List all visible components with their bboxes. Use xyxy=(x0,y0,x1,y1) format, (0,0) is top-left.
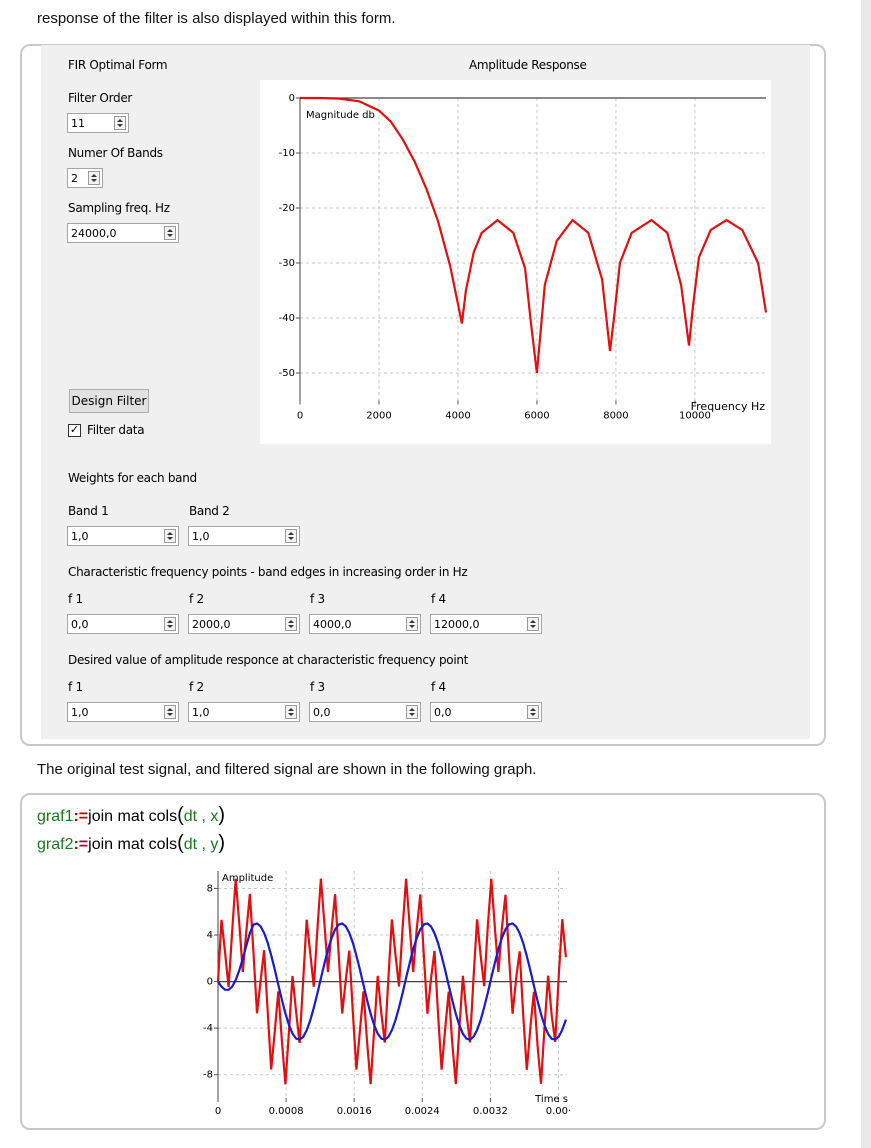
filter-order-value: 11 xyxy=(71,117,85,130)
spin-arrows-icon[interactable] xyxy=(88,171,100,185)
math-fn: join mat cols xyxy=(88,836,178,853)
between-text: The original test signal, and filtered signal are shown in the following graph. xyxy=(37,761,537,778)
y-tick-label: 4 xyxy=(206,930,213,942)
form-title: FIR Optimal Form xyxy=(68,58,168,72)
desired-f2-label: f 2 xyxy=(189,680,204,694)
char-f2-value: 2000,0 xyxy=(192,618,231,631)
desired-f1-value: 1,0 xyxy=(71,706,89,719)
char-f1-label: f 1 xyxy=(68,592,83,606)
desired-f2-value: 1,0 xyxy=(192,706,210,719)
spin-arrows-icon[interactable] xyxy=(285,617,297,631)
math-lparen: ( xyxy=(177,804,184,826)
char-f3-spinbox[interactable] xyxy=(309,614,421,634)
x-tick-label: 0.0008 xyxy=(268,1106,304,1117)
spin-arrows-icon[interactable] xyxy=(114,116,126,130)
spin-arrows-icon[interactable] xyxy=(164,226,176,240)
num-bands-value: 2 xyxy=(71,172,78,185)
math-assign-op: := xyxy=(73,808,89,825)
x-tick-label: 2000 xyxy=(366,410,392,422)
char-f2-spinbox[interactable] xyxy=(188,614,300,634)
desired-title: Desired value of amplitude responce at characteristic frequency point xyxy=(68,653,469,667)
num-bands-label: Numer Of Bands xyxy=(68,146,163,160)
desired-f4-spinbox[interactable] xyxy=(430,702,542,722)
x-tick-label: 0.0024 xyxy=(404,1106,440,1117)
desired-f3-label: f 3 xyxy=(310,680,325,694)
y-tick-label: -30 xyxy=(278,258,295,269)
fir-optimal-form xyxy=(41,45,810,739)
band2-weight-value: 1,0 xyxy=(192,530,210,543)
design-filter-button[interactable]: Design Filter xyxy=(69,389,149,413)
math-rparen: ) xyxy=(218,804,226,826)
amplitude-chart-title: Amplitude Response xyxy=(469,58,587,72)
char-f3-value: 4000,0 xyxy=(313,618,352,631)
math-var: graf2 xyxy=(37,836,74,853)
desired-f4-label: f 4 xyxy=(431,680,446,694)
char-f2-label: f 2 xyxy=(189,592,204,606)
band1-weight-value: 1,0 xyxy=(71,530,89,543)
x-tick-label: 0.0032 xyxy=(472,1106,508,1117)
y-tick-label: -8 xyxy=(203,1069,213,1081)
signal-y-label: Amplitude xyxy=(222,873,274,884)
math-lparen: ( xyxy=(177,832,184,854)
spin-arrows-icon[interactable] xyxy=(527,617,539,631)
band2-label: Band 2 xyxy=(189,504,230,518)
x-tick-label: 4000 xyxy=(445,410,471,422)
spin-arrows-icon[interactable] xyxy=(164,617,176,631)
y-tick-label: -20 xyxy=(278,203,295,214)
char-f3-label: f 3 xyxy=(310,592,325,606)
spin-arrows-icon[interactable] xyxy=(406,705,418,719)
y-tick-label: 0 xyxy=(206,976,213,988)
desired-f2-spinbox[interactable] xyxy=(188,702,300,722)
x-tick-label: 0.0016 xyxy=(336,1106,372,1117)
desired-f3-value: 0,0 xyxy=(313,706,331,719)
page-scrollbar[interactable] xyxy=(861,0,871,1148)
math-assign-op: := xyxy=(73,836,89,853)
spin-arrows-icon[interactable] xyxy=(164,705,176,719)
signal-chart xyxy=(190,866,585,1126)
spin-arrows-icon[interactable] xyxy=(285,529,297,543)
char-points-title: Characteristic frequency points - band edges in increasing order in Hz xyxy=(68,565,468,579)
sampling-spinbox[interactable] xyxy=(67,223,179,243)
char-f4-spinbox[interactable] xyxy=(430,614,542,634)
desired-f1-label: f 1 xyxy=(68,680,83,694)
chart-background xyxy=(260,80,771,444)
desired-f3-spinbox[interactable] xyxy=(309,702,421,722)
spin-arrows-icon[interactable] xyxy=(527,705,539,719)
signal-x-label: Time s xyxy=(535,1094,568,1105)
band2-weight-spinbox[interactable] xyxy=(188,526,300,546)
spin-arrows-icon[interactable] xyxy=(285,705,297,719)
x-tick-label: 0.00· xyxy=(545,1106,572,1117)
filter-data-label: Filter data xyxy=(87,423,145,437)
band1-label: Band 1 xyxy=(68,504,109,518)
math-line-2[interactable] xyxy=(37,832,225,855)
math-var: graf1 xyxy=(37,808,74,825)
x-tick-label: 0 xyxy=(296,410,304,422)
math-args: dt , y xyxy=(183,836,219,853)
math-line-1[interactable] xyxy=(37,804,225,827)
desired-f1-spinbox[interactable] xyxy=(67,702,179,722)
char-f1-value: 0,0 xyxy=(71,618,89,631)
x-tick-label: 0 xyxy=(214,1106,222,1117)
spin-arrows-icon[interactable] xyxy=(164,529,176,543)
x-tick-label: 10000 xyxy=(679,410,711,422)
filter-order-label: Filter Order xyxy=(68,91,133,105)
math-rparen: ) xyxy=(218,832,226,854)
y-tick-label: 0 xyxy=(288,93,295,104)
sampling-value: 24000,0 xyxy=(71,227,117,240)
y-tick-label: -10 xyxy=(278,148,295,159)
filter-order-spinbox[interactable] xyxy=(67,113,129,133)
math-args: dt , x xyxy=(183,808,219,825)
band1-weight-spinbox[interactable] xyxy=(67,526,179,546)
spin-arrows-icon[interactable] xyxy=(406,617,418,631)
x-tick-label: 6000 xyxy=(524,410,550,422)
num-bands-spinbox[interactable] xyxy=(67,168,103,188)
amplitude-x-label: Frequency Hz xyxy=(690,400,765,413)
intro-text: response of the filter is also displayed within this form. xyxy=(37,10,396,27)
filter-data-checkbox[interactable]: ✓ xyxy=(69,424,80,436)
sampling-label: Sampling freq. Hz xyxy=(68,201,170,215)
y-tick-label: -50 xyxy=(278,368,295,379)
weights-title: Weights for each band xyxy=(68,471,197,485)
desired-f4-value: 0,0 xyxy=(434,706,452,719)
char-f4-value: 12000,0 xyxy=(434,618,480,631)
y-tick-label: -40 xyxy=(278,313,295,324)
amplitude-y-label: Magnitude db xyxy=(306,110,375,121)
amplitude-response-chart xyxy=(260,80,771,444)
char-f4-label: f 4 xyxy=(431,592,446,606)
y-tick-label: 8 xyxy=(206,883,213,895)
x-tick-label: 8000 xyxy=(603,410,629,422)
y-tick-label: -4 xyxy=(203,1023,213,1035)
math-fn: join mat cols xyxy=(88,808,178,825)
char-f1-spinbox[interactable] xyxy=(67,614,179,634)
